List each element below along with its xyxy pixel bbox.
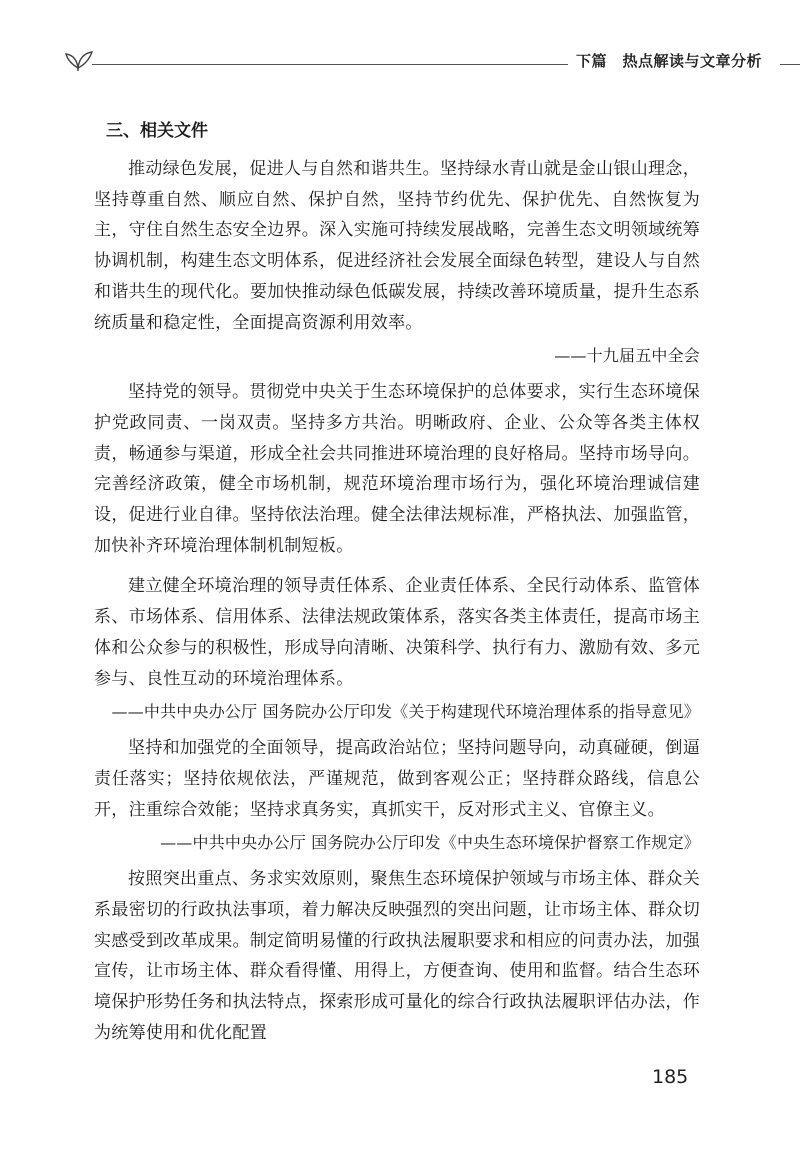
header-rule-right (780, 64, 800, 65)
sprout-leaf-icon (64, 46, 94, 72)
header-rule-left (92, 64, 568, 65)
header-title: 下篇 热点解读与文章分析 (576, 52, 763, 70)
section-heading: 三、相关文件 (106, 121, 208, 141)
paragraph: 按照突出重点、务求实效原则，聚焦生态环境保护领域与市场主体、群众关系最密切的行政执法事项，着力解决反映强烈的突出问题，让市场主体、群众切实感受到改革成果。制定简明易懂的行政执法履职要求和相应的问责办法，加强宣传，让市场主体、群众看得懂、用得上，方便查询、使用和监督。结合生态环境保护形势任务和执法特点，探索形成可量化的综合行政执法履职评估办法，作为统筹使用和优化配置 (94, 869, 700, 1043)
source-attribution: ——中共中央办公厅 国务院办公厅印发《关于构建现代环境治理体系的指导意见》 (111, 702, 700, 722)
paragraph: 坚持和加强党的全面领导，提高政治站位；坚持问题导向，动真碰硬，倒逼责任落实；坚持依规依法，严谨规范，做到客观公正；坚持群众路线，信息公开，注重综合效能；坚持求真务实，真抓实干，反对形式主义、官僚主义。 (94, 738, 700, 820)
paragraph: 坚持党的领导。贯彻党中央关于生态环境保护的总体要求，实行生态环境保护党政同责、一岗双责。坚持多方共治。明晰政府、企业、公众等各类主体权责，畅通参与渠道，形成全社会共同推进环境治理的良好格局。坚持市场导向。完善经济政策，健全市场机制，规范环境治理市场行为，强化环境治理诚信建设，促进行业自律。坚持依法治理。健全法律法规标准，严格执法、加强监管，加快补齐环境治理体制机制短板。 (94, 382, 700, 556)
running-header (64, 46, 800, 76)
paragraph: 建立健全环境治理的领导责任体系、企业责任体系、全民行动体系、监管体系、市场体系、信用体系、法律法规政策体系，落实各类主体责任，提高市场主体和公众参与的积极性，形成导向清晰、决策科学、执行有力、激励有效、多元参与、良性互动的环境治理体系。 (94, 576, 700, 689)
paragraph: 推动绿色发展，促进人与自然和谐共生。坚持绿水青山就是金山银山理念，坚持尊重自然、顺应自然、保护自然，坚持节约优先、保护优先、自然恢复为主，守住自然生态安全边界。深入实施可持续发展战略，完善生态文明领域统筹协调机制，构建生态文明体系，促进经济社会发展全面绿色转型，建设人与自然和谐共生的现代化。要加快推动绿色低碳发展，持续改善环境质量，提升生态系统质量和稳定性，全面提高资源利用效率。 (94, 159, 700, 333)
source-attribution: ——中共中央办公厅 国务院办公厅印发《中央生态环境保护督察工作规定》 (160, 833, 700, 853)
page-body (94, 116, 700, 1049)
source-attribution: ——十九届五中全会 (554, 346, 700, 366)
page-number: 185 (652, 1066, 689, 1088)
